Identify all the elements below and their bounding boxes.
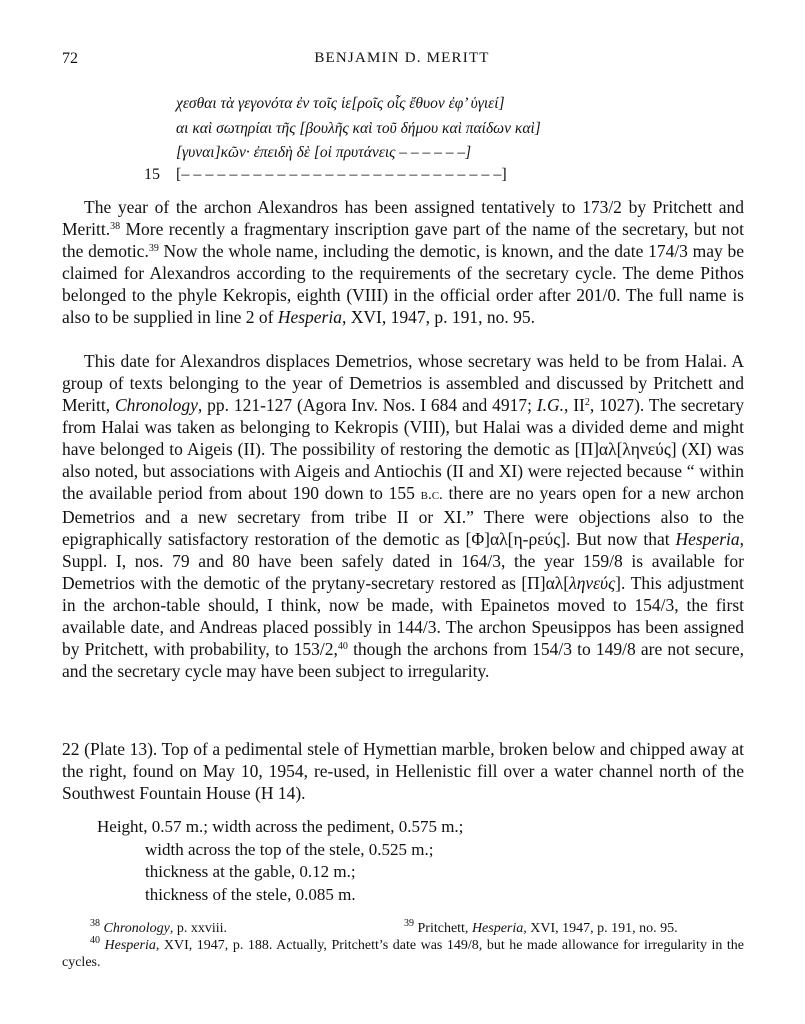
footnote-40 — [62, 937, 744, 971]
book-title: Chronology — [103, 921, 170, 936]
text-run: This date for Alexandros displaces Demetrios, whose secretary was held to be from Halai. A group of texts belonging to the year of Demetrios is assembled and discussed by Pritchett and Meritt, — [62, 351, 744, 415]
journal-title: Hesperia — [471, 921, 524, 936]
text-run: , pp. 121-127 (Agora Inv. Nos. I 684 and 4917; — [197, 395, 537, 415]
footnote-marker: 38 — [90, 918, 100, 929]
footnote-38 — [90, 920, 227, 937]
entry-number: 22 — [62, 739, 80, 759]
journal-title: Hesperia — [675, 529, 740, 549]
paragraph-alexandros — [62, 196, 744, 328]
line-number: 15 — [144, 166, 160, 183]
book-title: Chronology — [114, 395, 198, 415]
greek-restoration: ληνεύς — [569, 573, 616, 593]
footnote-ref-39[interactable]: 39 — [148, 243, 159, 254]
footnote-ref-40[interactable]: 40 — [337, 641, 348, 652]
text-run: , II — [563, 395, 585, 415]
dimension-line: thickness of the stele, 0.085 m. — [145, 884, 356, 904]
paragraph-demetrios — [62, 350, 744, 682]
inscription-line: αι καὶ σωτηρίαι τῆς [βουλῆς καὶ τοῦ δήμου καὶ παίδων καὶ] — [176, 119, 541, 137]
text-run: , Suppl. I, nos. 79 and 80 have been safely dated in 164/3, the year 159/8 is available for Demetrios with the demotic of the prytany-secretary restored as [Π]αλ[ — [62, 529, 744, 593]
journal-title: Hesperia — [104, 938, 156, 953]
inscription-line: χεσθαι τὰ γεγονότα ἐν τοῖς ἱε[ροῖς οἷς ἔθυον ἐφ’ ὑγιεί] — [176, 95, 505, 112]
inscription-line: [γυναι]κῶν· ἐπειδὴ δὲ [οἱ πρυτάνεις – – – – – –] — [176, 144, 472, 161]
footnote-39 — [404, 920, 678, 937]
footnote-marker: 40 — [90, 935, 100, 946]
page-number: 72 — [62, 50, 78, 67]
text-run: , 1027). The secretary from Halai was taken as belonging to Kekropis (VIII), but Halai was a divided deme and might have belonged to Aigeis (II). The possibility of restoring the demotic as [Π]αλ[ληνεύς] (XI) was also noted, but associations with Aigeis and Antiochis (II and XI) were rejected because “ within the available period from about 190 down to 155 — [62, 395, 744, 503]
paragraph-entry-22 — [62, 738, 744, 804]
footnote-marker: 39 — [404, 918, 414, 929]
footnote-text: Pritchett, — [414, 921, 472, 936]
running-head: BENJAMIN D. MERITT — [314, 50, 490, 66]
dimension-line: Height, 0.57 m.; width across the pediment, 0.575 m.; — [97, 817, 464, 836]
inscription-line-15 — [144, 166, 507, 184]
text-run: (Plate 13). Top of a pedimental stele of Hymettian marble, broken below and chipped away at the right, found on May 10, 1954, re-used, in Hellenistic fill over a water channel north of the Southwest Fountain House (H 14). — [62, 739, 744, 803]
inscription-text — [176, 92, 736, 166]
text-run: there are no years open for a new archon Demetrios and a new secretary from tribe II or XI.” There were objections also to the epigraphically satisfactory restoration of the demotic as [Φ]αλ[η-ρεύς]. But now that — [62, 483, 745, 549]
footnote-ref-38[interactable]: 38 — [110, 221, 121, 232]
text-run: Now the whole name, including the demotic, is known, and the date 174/3 may be claimed for Alexandros according to the requirements of the secretary cycle. The deme Pithos belonged to the phyle Kekropis, eighth (VIII) in the official order after 201/0. The full name is also to be supplied in line 2 of — [62, 241, 744, 327]
edition-superscript: 2 — [584, 397, 590, 408]
text-run: The year of the archon Alexandros has been assigned tentatively to 173/2 by Pritchett and Meritt. — [62, 197, 744, 239]
text-run: More recently a fragmentary inscription gave part of the name of the secretary, but not the demotic. — [62, 219, 744, 261]
inscription-lacuna: [– – – – – – – – – – – – – – – – – – – – – – – – – – –] — [176, 166, 507, 183]
dimension-line: thickness at the gable, 0.12 m.; — [145, 862, 356, 881]
footnotes — [62, 920, 744, 971]
text-run: ]. This adjustment in the archon-table should, I think, now be made, with Epainetos moved to 154/3, the first available date, and Andreas placed possibly in 144/3. The archon Speusippos has been assigned by Pritchett, with probability, to 153/2, — [62, 573, 744, 659]
page-header — [62, 50, 742, 74]
era-abbrev: b.c. — [420, 487, 443, 503]
text-run: , XVI, 1947, p. 191, no. 95. — [341, 307, 535, 327]
dimensions-list — [97, 816, 463, 906]
dimension-line: width across the top of the stele, 0.525 m.; — [145, 839, 434, 859]
corpus-title: I.G. — [536, 395, 564, 415]
footnote-text: , XVI, 1947, p. 191, no. 95. — [523, 921, 678, 936]
footnote-text: , XVI, 1947, p. 188. Actually, Pritchett’s date was 149/8, but he made allowance for irregularity in the cycles. — [62, 938, 744, 970]
footnote-text: , p. xxviii. — [169, 921, 228, 936]
text-run: though the archons from 154/3 to 149/8 are not secure, and the secretary cycle may have been subject to irregularity. — [62, 639, 744, 681]
journal-title: Hesperia — [277, 307, 342, 327]
